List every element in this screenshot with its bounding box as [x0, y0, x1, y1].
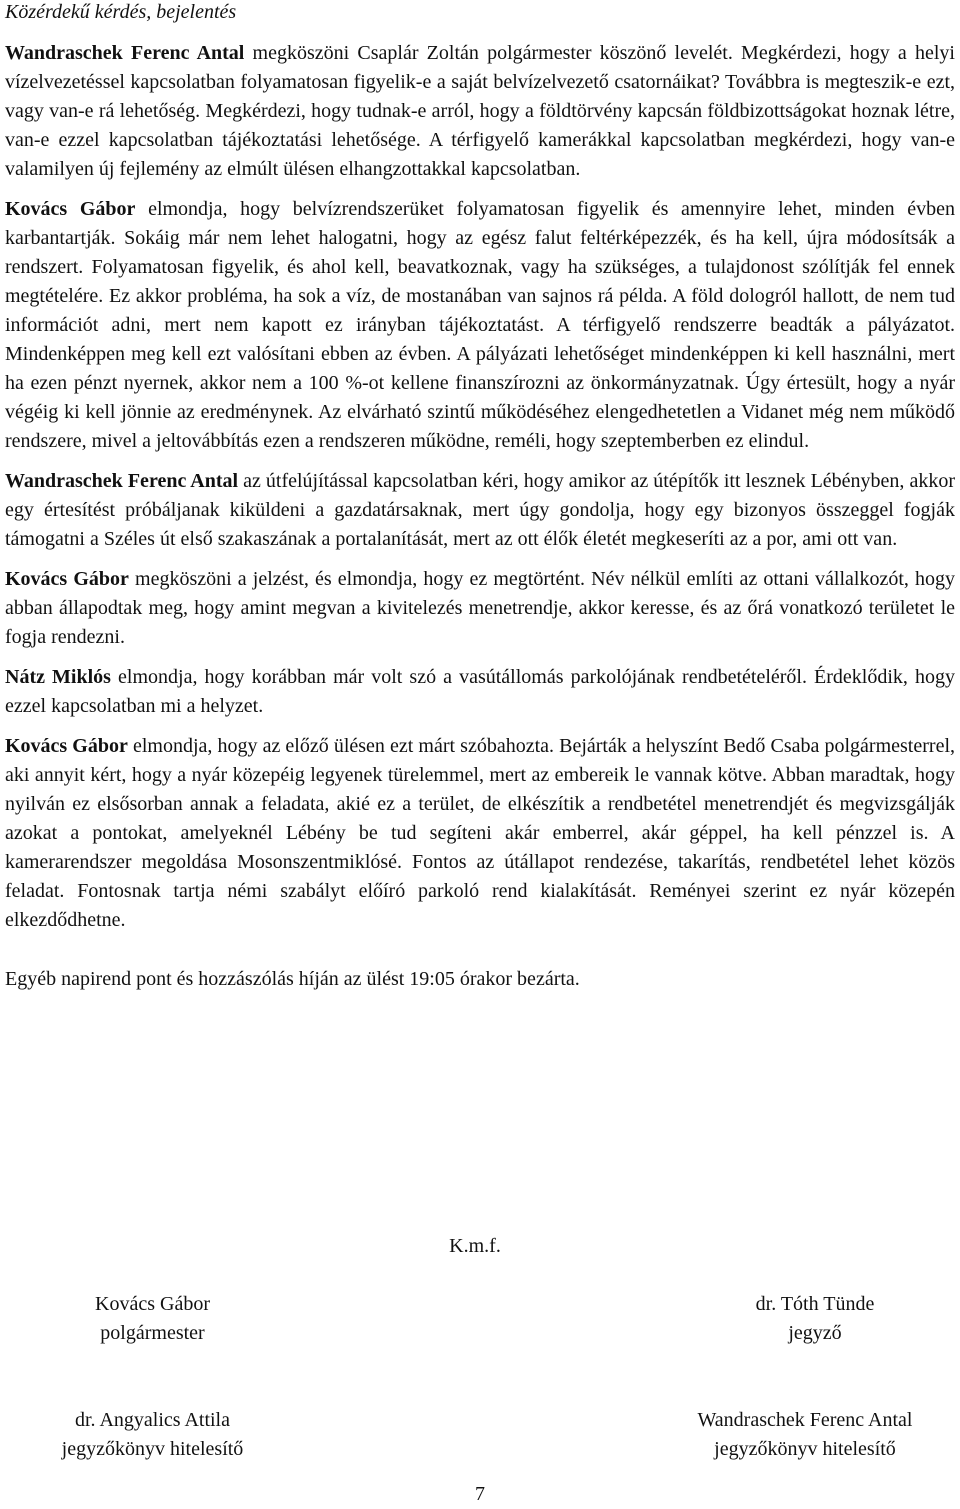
- speaker-name: Kovács Gábor: [5, 568, 129, 590]
- document-page: [5, 0, 955, 994]
- paragraph-text: elmondja, hogy az előző ülésen ezt márt szóbahozta. Bejárták a helyszínt Bedő Csaba polgármesterrel, aki annyit kért, hogy a nyár közepéig legyenek türelemmel, mert az embereik le vannak kötve. Abban maradtak, hogy nyilván ez elsősorban annak a feladata, akié ez a terület, de elkészítik a rendbetétel menetrendjét és megvizsgálják azokat a pontokat, amelyeknél Lébény be tud segíteni akár emberrel, akár géppel, ha kell pénzzel is. A kamerarendszer megoldása Mosonszentmiklósé. Fontos az útállapot rendezése, takarítás, rendbetétel lehet közös feladat. Fontosnak tartja némi szabályt előíró parkoló rend kialakítását. Reményei szerint ez nyár közepén elkezdődhetne.: [5, 735, 955, 931]
- paragraph-text: megköszöni Csaplár Zoltán polgármester köszönő levelét. Megkérdezi, hogy a helyi vízelvezetéssel kapcsolatban folyamatosan figyelik-e a saját belvízelvezető csatornáikat? Továbbra is megteszik-e ezt, vagy van-e rá lehetőség. Megkérdezi, hogy tudnak-e arról, hogy a földtörvény kapcsán földbizottságokat hoznak létre, van-e ezzel kapcsolatban tájékoztatási lehetősége. A térfigyelő kamerákkal kapcsolatban megkérdezi, hogy van-e valamilyen új fejlemény az elmúlt ülésen elhangzottakkal kapcsolatban.: [5, 42, 955, 180]
- paragraph: [5, 467, 955, 554]
- closing-statement: Egyéb napirend pont és hozzászólás híján az ülést 19:05 órakor bezárta.: [5, 968, 580, 990]
- paragraph-text: elmondja, hogy korábban már volt szó a vasútállomás parkolójának rendbetételéről. Érdeklődik, hogy ezzel kapcsolatban mi a helyzet.: [5, 666, 955, 717]
- signature-name: Kovács Gábor: [95, 1293, 210, 1315]
- signature-name: dr. Angyalics Attila: [75, 1409, 230, 1431]
- speaker-name: Wandraschek Ferenc Antal: [5, 42, 245, 64]
- paragraph-text: elmondja, hogy belvízrendszerüket folyamatosan figyelik és amennyire lehet, minden évben karbantartják. Sokáig már nem lehet halogatni, hogy az egész falut feltérképezzék, és ha kell, újra módosítsák a rendszert. Folyamatosan figyelik, és ahol kell, beavatkoznak, vagy ha szükséges, a tulajdonost szólítják fel ennek megtételére. Ez akkor probléma, ha sok a víz, de mostanában van sajnos rá példa. A föld dologról hallott, de nem tud információt adni, mert nem kapott ez irányban tájékoztatást. A térfigyelő rendszerre beadták a pályázatot. Mindenképpen meg kell ezt valósítani ebben az évben. A pályázati lehetőséget mindenképpen ki kell használni, mert ha ezen pénzt nyernek, akkor nem a 100 %-ot kellene finanszírozni az önkormányzatnak. Úgy értesült, hogy a nyár végéig ki kell jönnie az eredménynek. Az elvárható szintű működéséhez elengedhetetlen a Vidanet még nem működő rendszere, mivel a jeltovábbítás ezen a rendszeren működne, reméli, hogy szeptemberben ez elindul.: [5, 198, 955, 452]
- paragraph: [5, 39, 955, 184]
- signature-name: dr. Tóth Tünde: [755, 1293, 875, 1315]
- signature-role: jegyzőkönyv hitelesítő: [61, 1438, 244, 1460]
- paragraph-text: az útfelújítással kapcsolatban kéri, hogy amikor az útépítők itt lesznek Lébényben, akkor egy értesítést próbáljanak kiküldeni a gazdatársaknak, mert úgy gondolja, hogy egy bizonyos összeggel fogják támogatni a Széles út első szakaszának a portalanítását, mert az ott élők életét megkeseríti az a por, ami ott van.: [5, 470, 955, 550]
- page-number: 7: [475, 1483, 485, 1505]
- paragraph: [5, 732, 955, 935]
- speaker-name: Kovács Gábor: [5, 198, 136, 220]
- section-title: Közérdekű kérdés, bejelentés: [5, 1, 237, 23]
- signature-role: jegyző: [788, 1322, 842, 1344]
- paragraph: [5, 195, 955, 456]
- paragraph: [5, 565, 955, 652]
- kmf-label: K.m.f.: [449, 1235, 501, 1257]
- signature-role: jegyzőkönyv hitelesítő: [714, 1438, 896, 1460]
- signature-block: [40, 1290, 265, 1348]
- signature-name: Wandraschek Ferenc Antal: [697, 1409, 913, 1431]
- signature-role: polgármester: [100, 1322, 205, 1344]
- speaker-name: Nátz Miklós: [5, 666, 111, 688]
- signature-block: [20, 1406, 285, 1464]
- signature-block: [660, 1406, 950, 1464]
- signature-block: [690, 1290, 940, 1348]
- speaker-name: Kovács Gábor: [5, 735, 128, 757]
- speaker-name: Wandraschek Ferenc Antal: [5, 470, 239, 492]
- paragraph: [5, 663, 955, 721]
- paragraph-text: megköszöni a jelzést, és elmondja, hogy ez megtörtént. Név nélkül említi az ottani vállalkozót, hogy abban állapodtak meg, hogy amint megvan a kivitelezés menetrendje, akkor keresse, és az őrá vonatkozó területet le fogja rendezni.: [5, 568, 955, 648]
